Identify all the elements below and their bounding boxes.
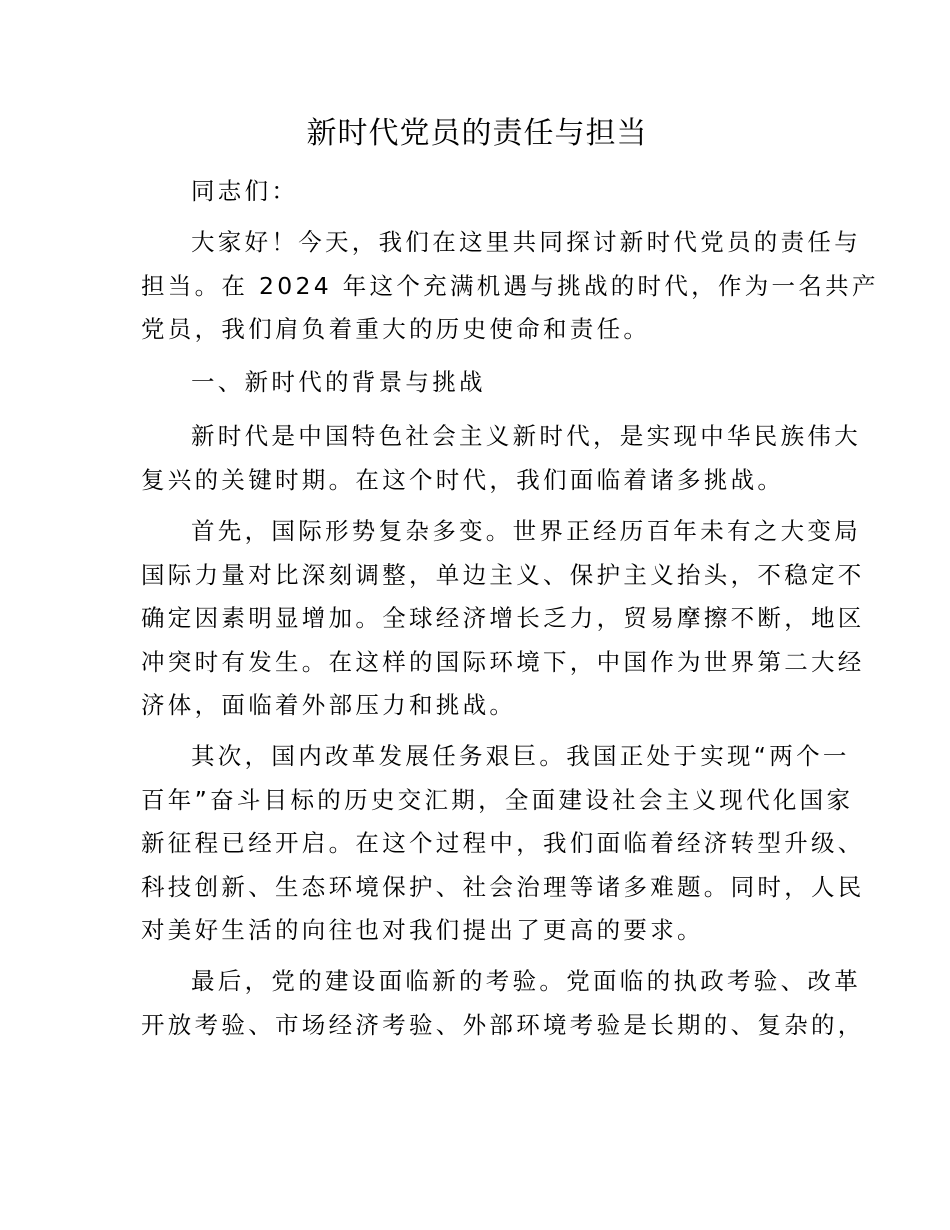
paragraph-line: 百年”奋斗目标的历史交汇期，全面建设社会主义现代化国家	[141, 785, 854, 814]
paragraph-line: 冲突时有发生。在这样的国际环境下，中国作为世界第二大经	[141, 647, 865, 676]
salutation-text: 同志们：	[191, 177, 299, 205]
paragraph-line: 大家好！今天，我们在这里共同探讨新时代党员的责任与	[191, 228, 861, 256]
paragraph-line: 党员，我们肩负着重大的历史使命和责任。	[141, 315, 651, 344]
paragraph-party-building	[141, 960, 865, 1047]
paragraph-line: 科技创新、生态环境保护、社会治理等诸多难题。同时，人民	[141, 872, 865, 901]
paragraph-line: 国际力量对比深刻调整，单边主义、保护主义抬头，不稳定不	[141, 560, 865, 589]
paragraph-line: 复兴的关键时期。在这个时代，我们面临着诸多挑战。	[141, 465, 785, 494]
section-heading-text: 一、新时代的背景与挑战	[191, 368, 486, 396]
salutation	[141, 170, 813, 214]
paragraph-line: 对美好生活的向往也对我们提出了更高的要求。	[141, 916, 704, 945]
paragraph-line: 首先，国际形势复杂多变。世界正经历百年未有之大变局	[191, 517, 861, 545]
paragraph-line: 开放考验、市场经济考验、外部环境考验是长期的、复杂的，	[141, 1010, 865, 1039]
document-title: 新时代党员的责任与担当	[306, 116, 648, 151]
paragraph-background	[141, 415, 861, 502]
paragraph-line: 济体，面临着外部压力和挑战。	[141, 691, 517, 720]
paragraph-intro	[141, 221, 879, 352]
paragraph-line: 确定因素明显增加。全球经济增长乏力，贸易摩擦不断，地区	[141, 604, 865, 633]
section-heading	[141, 361, 813, 405]
paragraph-line: 其次，国内改革发展任务艰巨。我国正处于实现“两个一	[191, 742, 850, 770]
paragraph-line: 最后，党的建设面临新的考验。党面临的执政考验、改革	[191, 967, 861, 995]
paragraph-line: 担当。在 2024 年这个充满机遇与挑战的时代，作为一名共产	[141, 271, 879, 300]
paragraph-line: 新时代是中国特色社会主义新时代，是实现中华民族伟大	[191, 422, 861, 450]
paragraph-domestic	[141, 735, 865, 953]
paragraph-international	[141, 510, 865, 728]
paragraph-line: 新征程已经开启。在这个过程中，我们面临着经济转型升级、	[141, 829, 865, 858]
